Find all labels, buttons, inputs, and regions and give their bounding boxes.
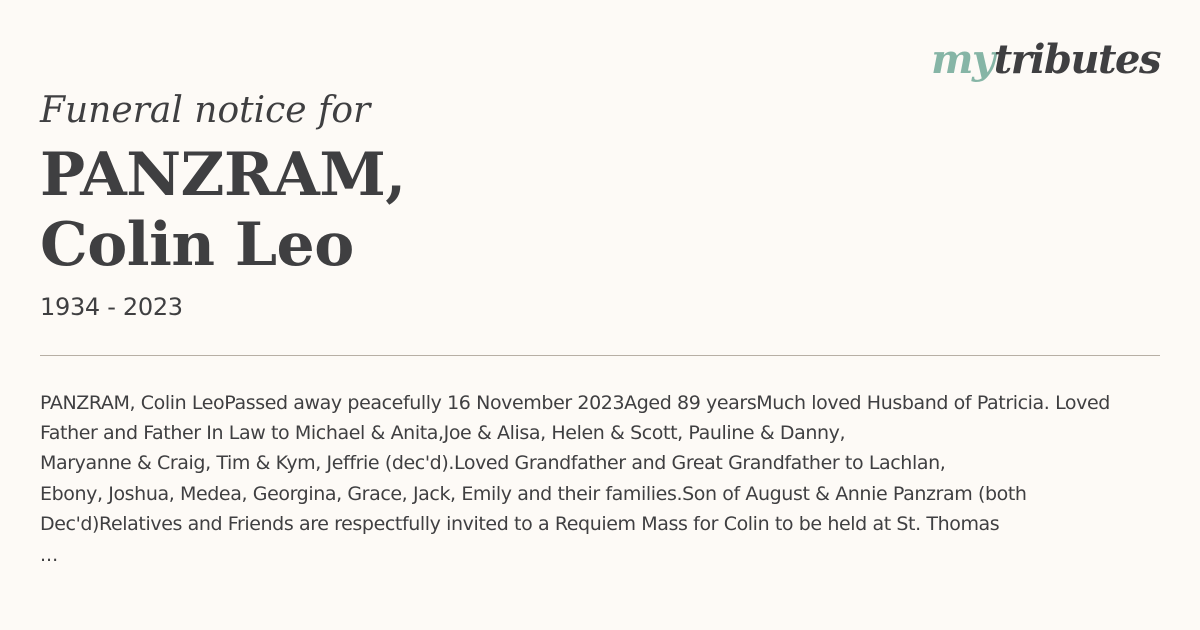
logo-tributes: tributes <box>993 36 1160 83</box>
notice-pretitle: Funeral notice for <box>40 90 371 131</box>
notice-body-text: PANZRAM, Colin LeoPassed away peacefully 16 November 2023Aged 89 yearsMuch loved Husband of Patricia. Loved Father and Father In Law to Michael & Anita,Joe & Alisa, Helen & Scott, Pauline & Danny, Maryanne & Craig, Tim & Kym, Jeffrie (dec'd).Loved Grandfather and Great Grandfather to Lachlan, Ebony, Joshua, Medea, Georgina, Grace, Jack, Emily and their families.Son of August & Annie Panzram (both Dec'd)Relatives and Friends are respectfully invited to a Requiem Mass for Colin to be held at St. Thomas <box>40 392 1110 535</box>
deceased-name <box>40 140 406 280</box>
deceased-given-names: Colin Leo <box>40 210 354 280</box>
life-years: 1934 - 2023 <box>40 293 183 321</box>
truncation-ellipsis: ... <box>40 544 59 566</box>
deceased-surname: PANZRAM, <box>40 140 406 210</box>
logo-my: my <box>931 36 994 83</box>
mytributes-logo[interactable] <box>931 30 1160 90</box>
divider <box>40 355 1160 356</box>
